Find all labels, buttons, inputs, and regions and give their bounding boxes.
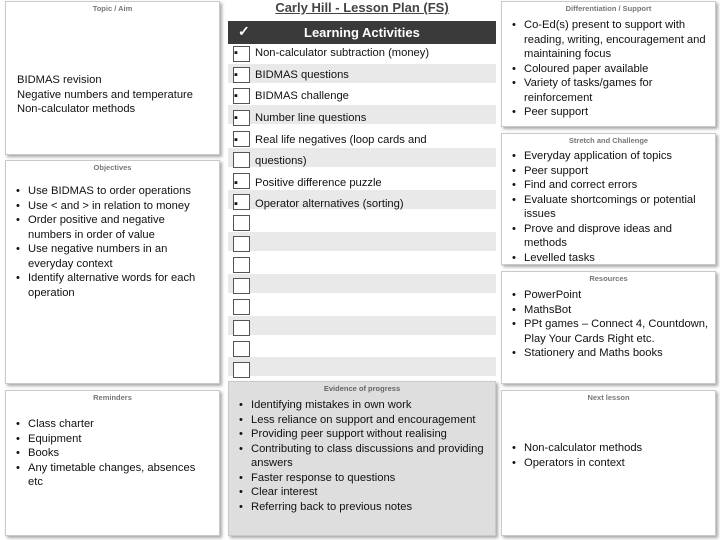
stretch-item: • Evaluate shortcomings or potential issues [512, 193, 707, 222]
activity-checkbox[interactable] [233, 236, 250, 252]
activity-checkbox[interactable] [233, 341, 250, 357]
objective-item: • Order positive and negative numbers in order of value [16, 213, 211, 242]
differentiation-heading: Differentiation / Support [565, 4, 652, 13]
next-lesson-item: • Operators in context [512, 456, 707, 471]
evidence-item: • Contributing to class discussions and providing answers [239, 442, 485, 471]
stretch-item: • Everyday application of topics [512, 149, 707, 164]
reminders-heading: Reminders [93, 393, 132, 402]
topic-aim-panel [5, 1, 220, 155]
activity-item-continued: questions) [255, 155, 307, 167]
activity-item: ▪ BIDMAS questions [234, 69, 349, 81]
activity-checkbox[interactable] [233, 215, 250, 231]
next-lesson-heading: Next lesson [587, 393, 630, 402]
objectives-heading: Objectives [93, 163, 132, 172]
reminder-item: • Equipment [16, 432, 211, 447]
stretch-item: • Levelled tasks [512, 251, 707, 266]
activity-checkbox[interactable] [233, 320, 250, 336]
reminders-panel [5, 390, 220, 536]
learning-activities-heading: Learning Activities [304, 25, 420, 40]
activity-checkbox[interactable] [233, 278, 250, 294]
topic-line: BIDMAS revision [17, 74, 102, 86]
evidence-item: • Providing peer support without realising [239, 427, 485, 442]
resource-item: • PPt games – Connect 4, Countdown, Play Your Cards Right etc. [512, 317, 709, 346]
stretch-item: • Find and correct errors [512, 178, 707, 193]
stretch-item: • Prove and disprove ideas and methods [512, 222, 707, 251]
evidence-item: • Less reliance on support and encouragement [239, 413, 485, 428]
activity-checkbox[interactable] [233, 299, 250, 315]
evidence-item: • Faster response to questions [239, 471, 485, 486]
resources-heading: Resources [589, 274, 628, 283]
resource-item: • Stationery and Maths books [512, 346, 709, 361]
stretch-panel [501, 133, 716, 265]
page-title: Carly Hill - Lesson Plan (FS) [275, 0, 449, 15]
resource-item: • PowerPoint [512, 288, 709, 303]
reminder-item: • Books [16, 446, 211, 461]
resource-item: • MathsBot [512, 303, 709, 318]
next-lesson-item: • Non-calculator methods [512, 441, 707, 456]
stretch-item: • Peer support [512, 164, 707, 179]
evidence-panel [228, 381, 496, 536]
objective-item: • Use < and > in relation to money [16, 199, 211, 214]
objectives-panel [5, 160, 220, 384]
activity-item: ▪ Number line questions [234, 112, 367, 124]
activity-item: ▪ Real life negatives (loop cards and [234, 134, 427, 146]
differentiation-item: • Variety of tasks/games for reinforcement [512, 76, 707, 105]
differentiation-panel [501, 1, 716, 127]
activity-item: ▪ Positive difference puzzle [234, 177, 382, 189]
evidence-item: • Referring back to previous notes [239, 500, 485, 515]
check-mark-icon: ✓ [238, 23, 250, 39]
topic-aim-heading: Topic / Aim [92, 4, 133, 13]
reminder-item: • Any timetable changes, absences etc [16, 461, 211, 490]
learning-activities-header [228, 21, 496, 44]
evidence-item: • Clear interest [239, 485, 485, 500]
evidence-heading: Evidence of progress [323, 384, 401, 393]
evidence-item: • Identifying mistakes in own work [239, 398, 485, 413]
differentiation-item: • Peer support [512, 105, 707, 120]
objective-item: • Identify alternative words for each operation [16, 271, 211, 300]
differentiation-item: • Coloured paper available [512, 62, 707, 77]
activity-checkbox[interactable] [233, 362, 250, 378]
differentiation-item: • Co-Ed(s) present to support with reading, writing, encouragement and maintaining focus [512, 18, 707, 62]
activity-item: ▪ Operator alternatives (sorting) [234, 198, 404, 210]
activity-checkbox[interactable] [233, 257, 250, 273]
activity-item: ▪ BIDMAS challenge [234, 90, 349, 102]
resources-panel [501, 271, 716, 384]
learning-activities-rows [228, 44, 496, 379]
topic-line: Negative numbers and temperature [17, 88, 193, 101]
stretch-heading: Stretch and Challenge [568, 136, 649, 145]
learning-activities-table [228, 21, 496, 379]
next-lesson-panel [501, 390, 716, 536]
reminder-item: • Class charter [16, 417, 211, 432]
objective-item: • Use BIDMAS to order operations [16, 184, 211, 199]
activity-item: ▪ Non-calculator subtraction (money) [234, 47, 430, 59]
topic-line: Non-calculator methods [17, 103, 136, 115]
objective-item: • Use negative numbers in an everyday context [16, 242, 211, 271]
